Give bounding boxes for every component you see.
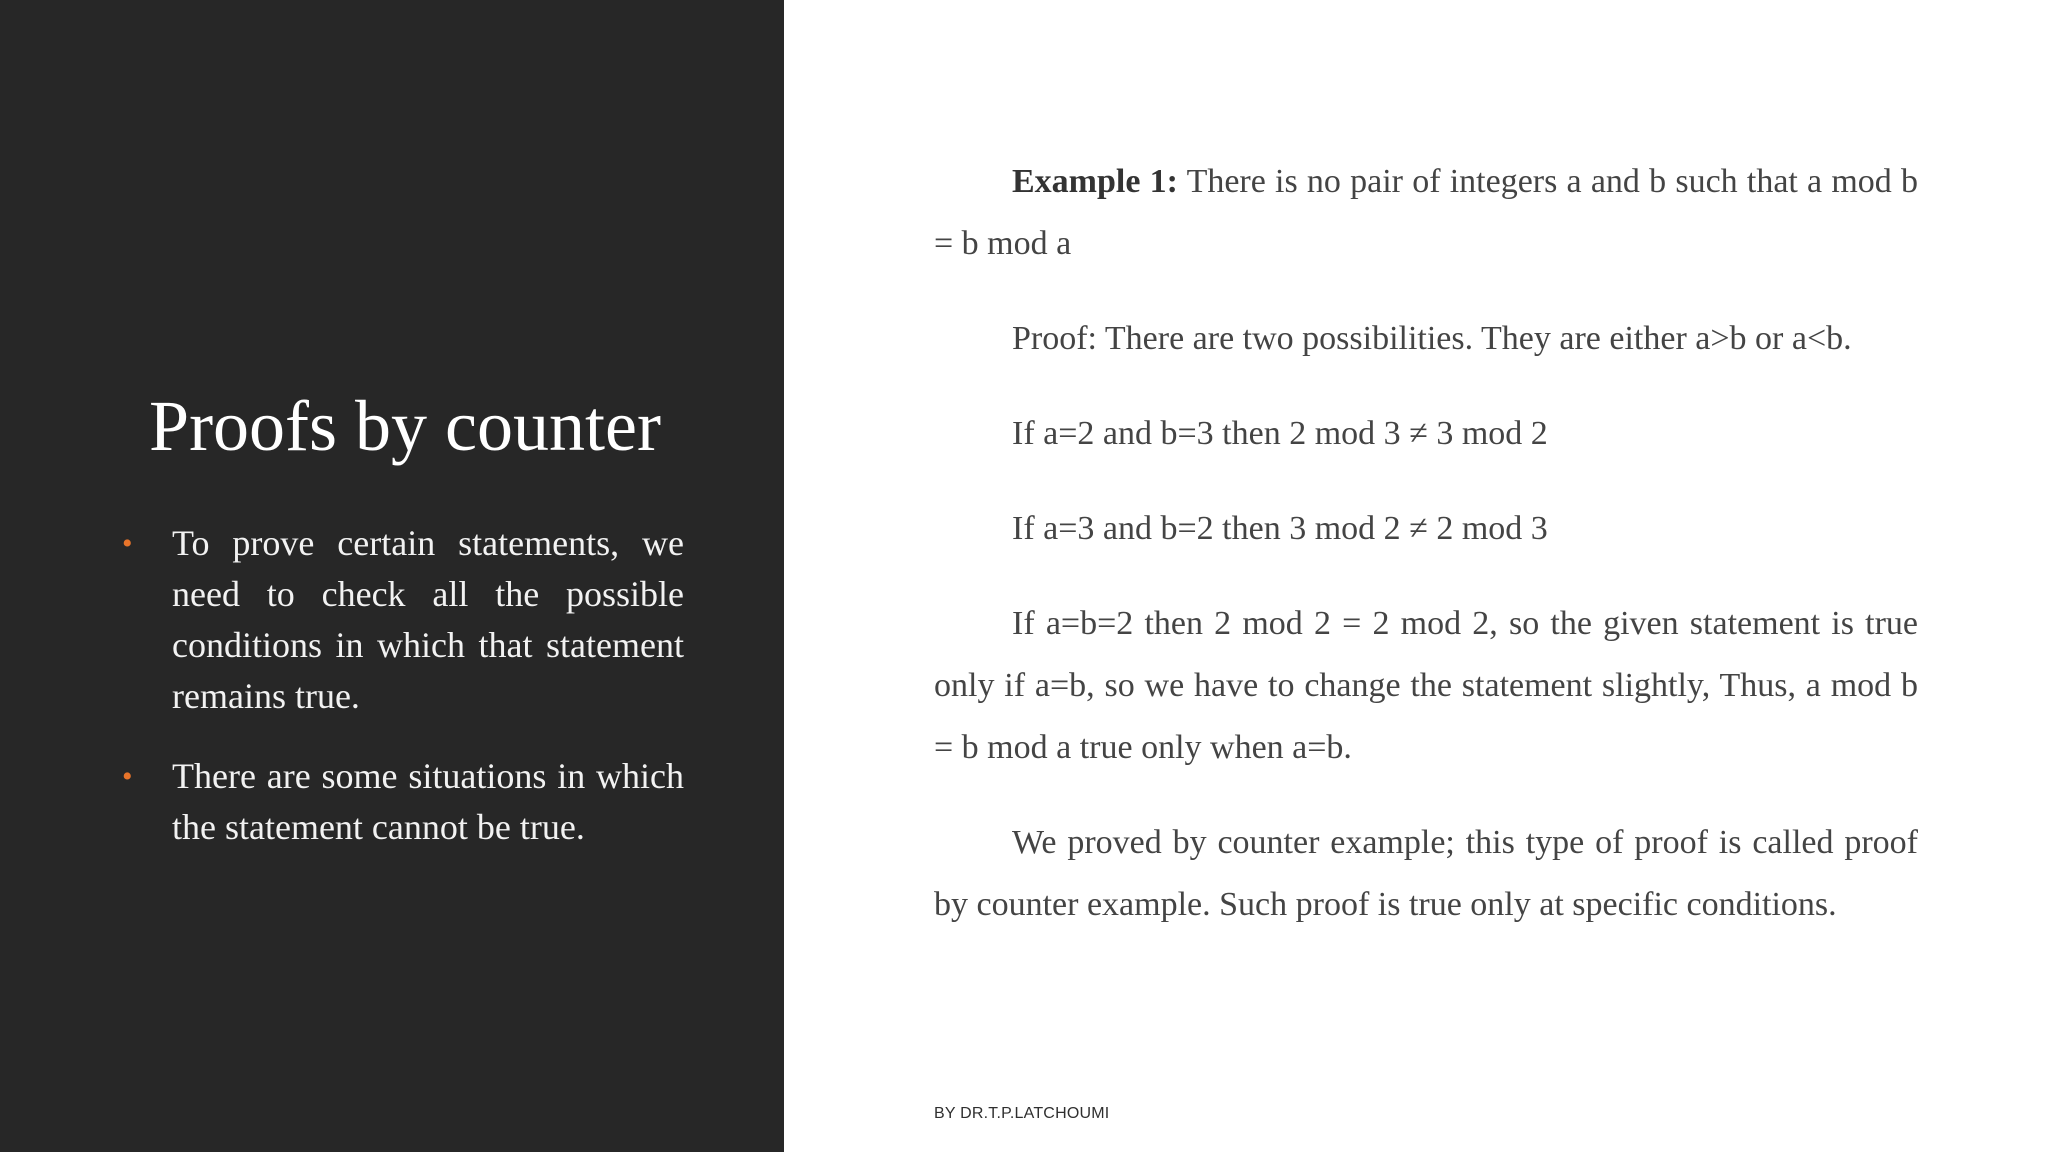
bullet-list — [120, 518, 684, 882]
bullet-text: To prove certain statements, we need to check all the possible conditions in which that statement remains true. — [172, 523, 684, 716]
left-panel — [0, 0, 784, 1152]
example-content — [934, 151, 1918, 969]
bullet-item — [120, 518, 684, 722]
author-footer: BY DR.T.P.LATCHOUMI — [934, 1105, 1110, 1122]
example-label: Example 1: — [1012, 163, 1178, 200]
case-paragraph: If a=3 and b=2 then 3 mod 2 ≠ 2 mod 3 — [1012, 510, 1548, 547]
bullet-marker-icon: • — [122, 527, 133, 560]
example-statement — [934, 151, 1918, 275]
right-panel — [784, 0, 2048, 1152]
case-paragraph: If a=2 and b=3 then 2 mod 3 ≠ 3 mod 2 — [1012, 415, 1548, 452]
conclusion-paragraph: We proved by counter example; this type of proof is called proof by counter example. Such proof is true only at specific conditions. — [934, 824, 1918, 923]
bullet-text: There are some situations in which the statement cannot be true. — [172, 756, 684, 847]
bullet-item — [120, 751, 684, 853]
slide-title: Proofs by counter — [149, 386, 661, 466]
proof-paragraph: Proof: There are two possibilities. They are either a>b or a<b. — [1012, 320, 1852, 357]
case-paragraph: If a=b=2 then 2 mod 2 = 2 mod 2, so the given statement is true only if a=b, so we have to change the statement slightly, Thus, a mod b = b mod a true only when a=b. — [934, 605, 1918, 766]
example-statement-text: There is no pair of integers a and b such that a mod b = b mod a — [934, 163, 1918, 262]
bullet-marker-icon: • — [122, 760, 133, 793]
